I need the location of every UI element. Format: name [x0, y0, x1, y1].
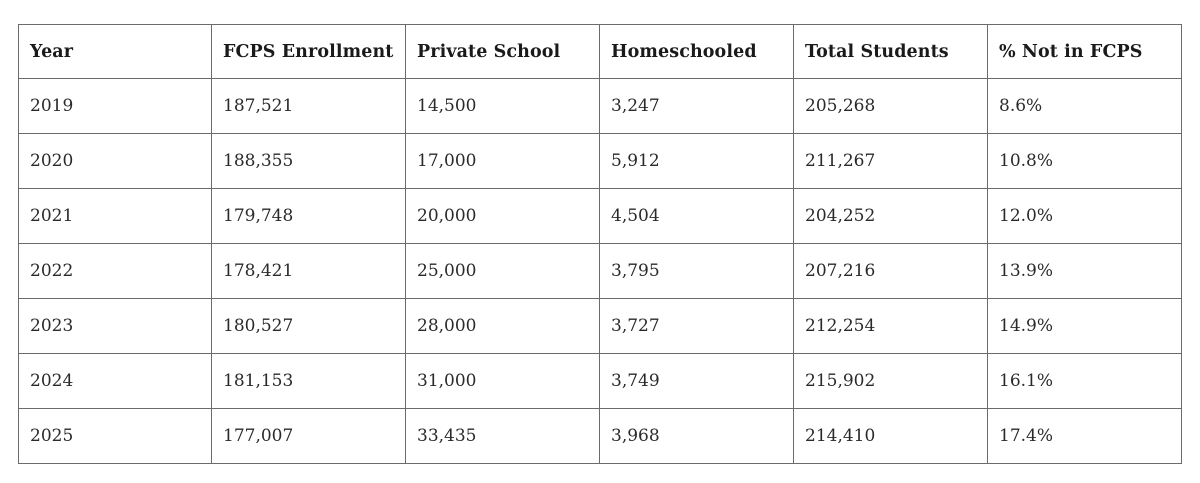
cell-percent-not-in-fcps: 17.4%	[988, 409, 1182, 464]
cell-percent-not-in-fcps: 10.8%	[988, 134, 1182, 189]
table-row	[19, 79, 1182, 134]
cell-private-school: 28,000	[406, 299, 600, 354]
cell-private-school: 14,500	[406, 79, 600, 134]
cell-total-students: 207,216	[794, 244, 988, 299]
table-row	[19, 134, 1182, 189]
cell-fcps-enrollment: 178,421	[212, 244, 406, 299]
cell-homeschooled: 3,247	[600, 79, 794, 134]
cell-fcps-enrollment: 179,748	[212, 189, 406, 244]
cell-private-school: 33,435	[406, 409, 600, 464]
cell-percent-not-in-fcps: 12.0%	[988, 189, 1182, 244]
cell-homeschooled: 4,504	[600, 189, 794, 244]
cell-homeschooled: 3,727	[600, 299, 794, 354]
table-row	[19, 244, 1182, 299]
header-fcps-enrollment: FCPS Enrollment	[212, 25, 406, 79]
enrollment-table	[18, 24, 1182, 464]
cell-fcps-enrollment: 180,527	[212, 299, 406, 354]
table-row	[19, 299, 1182, 354]
cell-total-students: 214,410	[794, 409, 988, 464]
cell-percent-not-in-fcps: 8.6%	[988, 79, 1182, 134]
cell-fcps-enrollment: 181,153	[212, 354, 406, 409]
header-row	[19, 25, 1182, 79]
cell-fcps-enrollment: 177,007	[212, 409, 406, 464]
table-body	[19, 79, 1182, 464]
cell-private-school: 31,000	[406, 354, 600, 409]
cell-total-students: 215,902	[794, 354, 988, 409]
cell-percent-not-in-fcps: 14.9%	[988, 299, 1182, 354]
table-row	[19, 409, 1182, 464]
cell-private-school: 17,000	[406, 134, 600, 189]
cell-percent-not-in-fcps: 16.1%	[988, 354, 1182, 409]
cell-year: 2025	[19, 409, 212, 464]
header-private-school: Private School	[406, 25, 600, 79]
table-row	[19, 354, 1182, 409]
header-homeschooled: Homeschooled	[600, 25, 794, 79]
cell-year: 2020	[19, 134, 212, 189]
cell-homeschooled: 5,912	[600, 134, 794, 189]
header-percent-not-in-fcps: % Not in FCPS	[988, 25, 1182, 79]
cell-fcps-enrollment: 188,355	[212, 134, 406, 189]
cell-total-students: 205,268	[794, 79, 988, 134]
cell-total-students: 204,252	[794, 189, 988, 244]
cell-percent-not-in-fcps: 13.9%	[988, 244, 1182, 299]
header-year: Year	[19, 25, 212, 79]
header-total-students: Total Students	[794, 25, 988, 79]
cell-year: 2019	[19, 79, 212, 134]
cell-year: 2021	[19, 189, 212, 244]
cell-homeschooled: 3,795	[600, 244, 794, 299]
cell-total-students: 212,254	[794, 299, 988, 354]
cell-year: 2023	[19, 299, 212, 354]
table-row	[19, 189, 1182, 244]
table-header	[19, 25, 1182, 79]
cell-private-school: 25,000	[406, 244, 600, 299]
cell-private-school: 20,000	[406, 189, 600, 244]
cell-homeschooled: 3,749	[600, 354, 794, 409]
cell-total-students: 211,267	[794, 134, 988, 189]
cell-fcps-enrollment: 187,521	[212, 79, 406, 134]
cell-year: 2022	[19, 244, 212, 299]
enrollment-table-container	[18, 24, 1181, 464]
cell-homeschooled: 3,968	[600, 409, 794, 464]
cell-year: 2024	[19, 354, 212, 409]
